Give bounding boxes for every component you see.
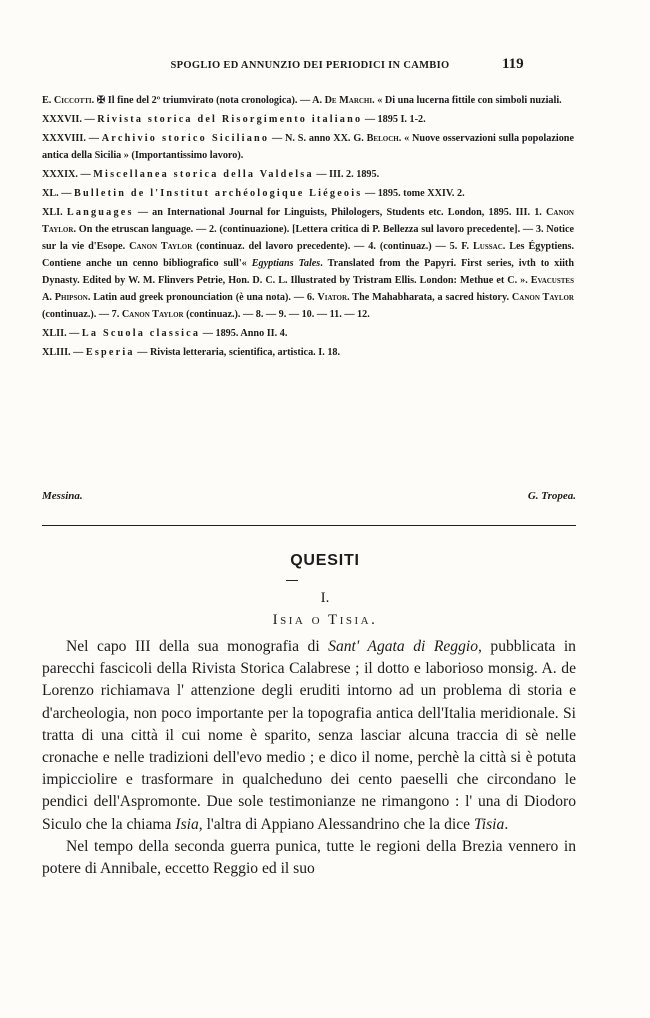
entry-text: — 1895. tome XXIV. 2. [362, 188, 465, 199]
author-name: Beloch [366, 133, 399, 144]
entry-number: XLI. [42, 207, 67, 218]
list-item [42, 344, 574, 361]
author-name: Phipson [54, 292, 88, 303]
entry-text: . ✠ Il fine del 2º triumvirato (nota cronologica). — A. [91, 95, 325, 106]
periodical-title: Miscellanea storica della Valdelsa [93, 169, 314, 180]
entry-text: (continuaz. del lavoro precedente). — 4. (continuaz.) — 5. F. [192, 241, 474, 252]
entry-number: XLII. — [42, 328, 82, 339]
entry-text: . The Mahabharata, a sacred history. [347, 292, 512, 303]
entry-text: — Rivista letteraria, scientifica, artistica. I. 18. [134, 347, 341, 358]
entry-text: — an International Journal for Linguists, Philologers, Students etc. London, 1895. III. 1. [133, 207, 547, 218]
entry-text: . On the etruscan language. — 2. (continuazione). [Lettera critica di P. Bellezza sul lavoro precedente]. — 3. Notice sur la vie d'Esope. [42, 224, 574, 252]
entry-text: . Les Égyptiens. Contiene anche un cenno bibliografico sull'« [42, 241, 575, 269]
list-item [42, 130, 574, 164]
entry-text: . Latin aud greek pronounciation (è una nota). — 6. [87, 292, 318, 303]
place-name: Isia [175, 815, 199, 833]
periodicals-list [42, 92, 574, 363]
paragraph-text: . [504, 815, 509, 833]
title-dash [286, 580, 298, 581]
author-name: Canon Taylor [42, 207, 574, 235]
periodical-title: Languages [66, 207, 134, 218]
paragraph-text: , pubblicata in parecchi fascicoli della Rivista Storica Calabrese ; il dotto e laborioso monsig. A. de Lorenzo richiamava l' attenzione degli eruditi intorno ad un problema di storia e d'archeologia, non poco importante per la topografia antica dell'Italia meridionale. Si tratta di una città il cui nome è sparito, senza lasciar alcuna traccia di sè nelle cronache e nelle tradizioni dell'evo medio ; e dico il nome, perchè la città si è potuta impicciolire e trasformare in qualcheduno dei cento paeselli che circondano le pendici dell'Aspromonte. Due sole testimonianze ne rimangono : l' una di Diodoro Siculo che la chiama [42, 638, 576, 833]
paragraph [42, 836, 576, 880]
list-item [42, 92, 574, 109]
question-heading: Isia o Tisia. [272, 612, 378, 628]
page-number: 119 [502, 56, 524, 72]
section-title: QUESITI [290, 552, 360, 569]
question-number: I. [320, 590, 330, 606]
entry-number: XXXVIII. — [42, 133, 102, 144]
periodical-title: La Scuola classica [81, 328, 201, 339]
section-divider [42, 525, 576, 526]
entry-text: — III. 2. 1895. [313, 169, 380, 180]
signature-line [42, 490, 576, 506]
entry-text: . « Nuove osservazioni sulla popolazione antica della Sicilia » (Importantissimo lavoro). [42, 133, 574, 161]
periodical-title: Esperia [85, 347, 135, 358]
list-item [42, 325, 574, 342]
list-item [42, 204, 574, 323]
author-name: Canon Taylor [129, 241, 193, 252]
entry-number: XXXVII. — [42, 114, 98, 125]
article-body [42, 636, 576, 880]
entry-text: . « Di una lucerna fittile con simboli nuziali. [372, 95, 562, 106]
list-item [42, 185, 574, 202]
signature-author: G. Tropea. [527, 490, 576, 502]
work-title: Sant' Agata di Reggio [328, 638, 478, 655]
author-name: Viator [317, 292, 348, 303]
entry-number: XL. — [42, 188, 74, 199]
entry-text: (continuaz.). — 8. — 9. — 10. — 11. — 12. [183, 309, 370, 320]
paragraph [42, 636, 576, 836]
paragraph-text: Nel capo III della sua monografia di [66, 638, 329, 655]
book-title: Egyptians Tales [251, 258, 321, 269]
author-name: Evacustes [530, 275, 574, 286]
periodical-title: Rivista storica del Risorgimento italiano [97, 114, 363, 125]
paragraph-text: , l'altra di Appiano Alessandrino che la dice [198, 815, 474, 833]
periodical-title: Archivio storico Siciliano [101, 133, 270, 144]
paragraph-text: Nel tempo della seconda guerra punica, tutte le regioni della Brezia vennero in potere di Annibale, eccetto Reggio ed il suo [42, 837, 576, 878]
entry-number: XXXIX. — [42, 169, 94, 180]
author-name: Lussac [473, 241, 503, 252]
entry-text: A. [42, 292, 55, 303]
signature-place: Messina. [42, 490, 83, 502]
entry-text: . Translated from the Papyri. First series, ivth to xiith Dynasty. Edited by W. M. Flinvers Petrie, Hon. D. C. L. Illustrated by Tristram Ellis. London: Methue et C. ». [42, 258, 574, 286]
author-name: Ciccotti [53, 95, 92, 106]
author-name: Canon Taylor [511, 292, 574, 303]
list-item [42, 111, 574, 128]
author-name: Canon Taylor [121, 309, 184, 320]
entry-text: E. [42, 95, 54, 106]
author-name: De Marchi [324, 95, 373, 106]
entry-text: — N. S. anno XX. G. [269, 133, 367, 144]
periodical-title: Bulletin de l'Institut archéologique Liégeois [73, 188, 363, 199]
entry-text: — 1895 I. 1-2. [362, 114, 426, 125]
entry-text: — 1895. Anno II. 4. [200, 328, 288, 339]
entry-number: XLIII. — [42, 347, 86, 358]
entry-text: (continuaz.). — 7. [42, 309, 122, 320]
place-name: Tisia [473, 815, 505, 833]
running-head: SPOGLIO ED ANNUNZIO DEI PERIODICI IN CAMBIO [170, 60, 450, 71]
list-item [42, 166, 574, 183]
